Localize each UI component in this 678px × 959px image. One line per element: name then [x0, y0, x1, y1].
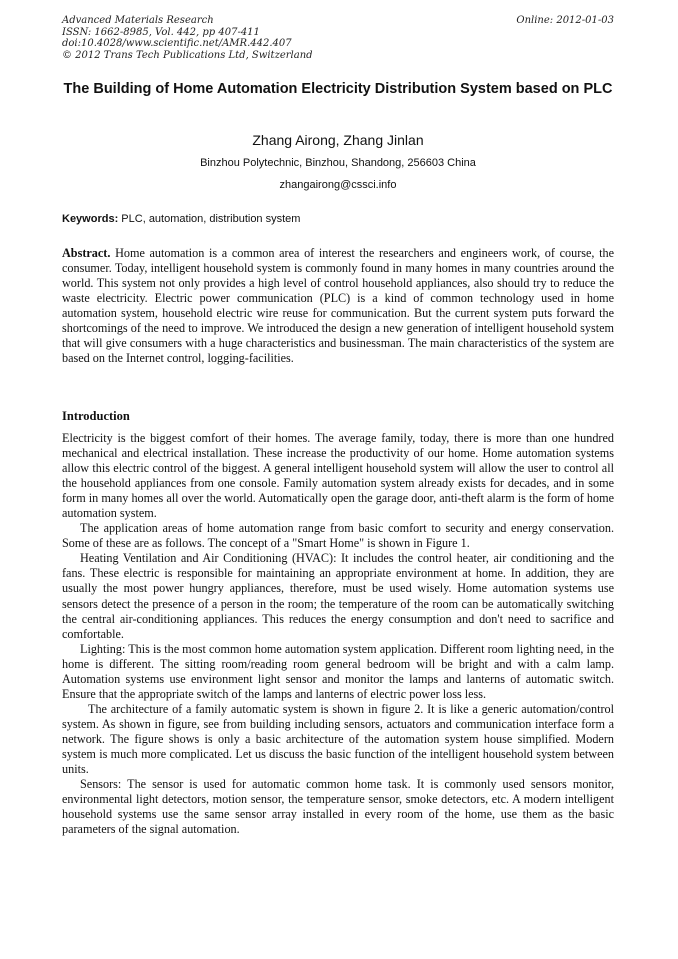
- abstract: [62, 246, 614, 366]
- online-date: Online: 2012-01-03: [516, 15, 614, 26]
- section-heading-introduction: Introduction: [62, 409, 130, 423]
- keywords: [62, 212, 614, 226]
- paper-title: The Building of Home Automation Electricity Distribution System based on PLC: [63, 81, 613, 97]
- doi-line: doi:10.4028/www.scientific.net/AMR.442.407: [62, 38, 292, 49]
- paper-authors: Zhang Airong, Zhang Jinlan: [252, 132, 424, 148]
- keywords-text: PLC, automation, distribution system: [118, 213, 301, 225]
- paragraph: Electricity is the biggest comfort of their homes. The average family, today, there is more than one hundred mechanical and electrical installation. These increase the productivity of our home. Home automation systems allow this electric control of the biggest. A general intelligent household system will allow the user to control all the household appliances from one console. Family automation system already exists for decades, and in some form in many homes all over the world. Automatically open the garage door, anti-theft alarm is the form of home automation system.: [62, 431, 614, 521]
- keywords-label: Keywords:: [62, 213, 119, 225]
- paragraph: Heating Ventilation and Air Conditioning (HVAC): It includes the control heater, air conditioning and the fans. These electric is responsible for maintaining an appropriate environment at home. In addition, they are usually the most power hungry appliances, therefore, must be used wisely. Home automation systems use sensors detect the presence of a person in the room; the temperature of the room can be automatically switching the central air-conditioning appliances. This reduces the energy consumption and don't need to sacrifice and comfortable.: [62, 551, 614, 641]
- paragraph: Lighting: This is the most common home automation system application. Different room lighting need, in the home is different. The sitting room/reading room general bedroom will be bright and with a calm lamp. Automation systems use environment light sensor and monitor the lamps and lanterns of automatic switch. Ensure that the appropriate switch of the lamps and lanterns of electric power loss less.: [62, 641, 614, 701]
- journal-header: [62, 15, 614, 61]
- issn-line: ISSN: 1662-8985, Vol. 442, pp 407-411: [62, 26, 260, 38]
- abstract-label: Abstract.: [62, 246, 111, 260]
- paragraph: The application areas of home automation range from basic comfort to security and energy conservation. Some of these are as follows. The concept of a "Smart Home" is shown in Figure 1.: [62, 521, 614, 551]
- paragraph: Sensors: The sensor is used for automatic common home task. It is commonly used sensors monitor, environmental light detectors, motion sensor, the temperature sensor, smoke detectors, etc. A modern intelligent household systems use the same sensor array installed in every room of the home, use them as the basic parameters of the signal automation.: [62, 777, 614, 837]
- copyright-line: © 2012 Trans Tech Publications Ltd, Switzerland: [62, 49, 313, 61]
- author-affiliation: Binzhou Polytechnic, Binzhou, Shandong, 256603 China: [200, 157, 476, 169]
- introduction-body: [62, 431, 614, 837]
- paragraph: The architecture of a family automatic system is shown in figure 2. It is like a generic automation/control system. As shown in figure, see from building including sensors, actuators and communication interface form a network. The figure shows is only a basic architecture of the automation system house simplified. Modern system is much more complicated. Let us discuss the basic function of the intelligent household system between units.: [62, 701, 614, 777]
- author-email: zhangairong@cssci.info: [279, 179, 397, 191]
- journal-name: Advanced Materials Research: [62, 15, 214, 26]
- abstract-text: Home automation is a common area of interest the researchers and engineers work, of course, the consumer. Today, intelligent household system is commonly found in many homes in many countries around the world. This system not only provides a high level of control household appliances, also should try to reduce the waste electricity. Electric power communication (PLC) is a kind of common technology used in home automation system, household electric wire reuse for communication. But the current system puts forward the shortcomings of the need to improve. We introduced the design a new generation of intelligent household system that will give consumers with a huge characteristics and businessman. The main characteristics of the system are based on the Internet control, logging-facilities.: [62, 246, 614, 366]
